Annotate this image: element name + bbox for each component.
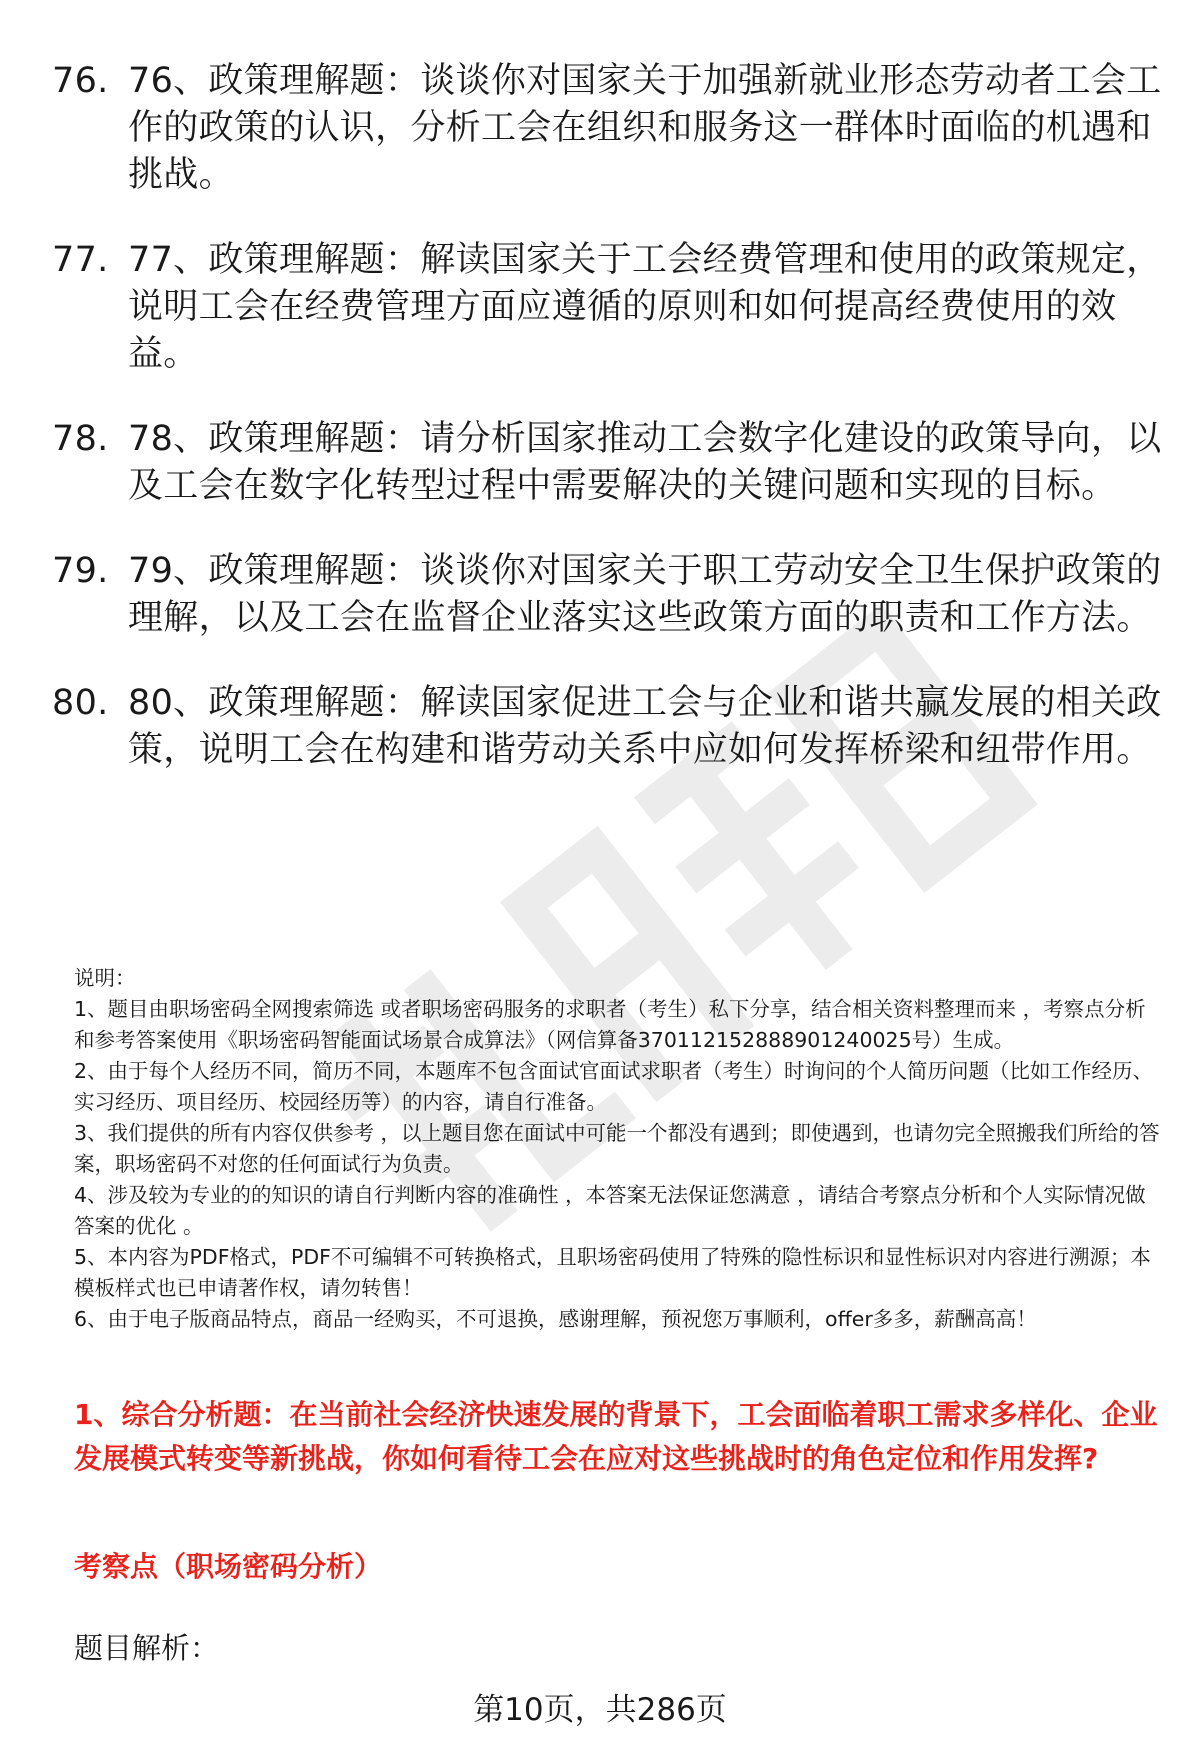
notes-title: 说明： <box>74 966 136 990</box>
question-number: 76. <box>52 61 109 101</box>
kaochadian-heading: 考察点（职场密码分析） <box>74 1550 383 1583</box>
question-number: 80. <box>52 683 109 723</box>
question-item <box>52 416 1162 510</box>
question-item <box>52 548 1162 642</box>
question-item <box>52 237 1162 378</box>
question-number: 77. <box>52 240 109 280</box>
notes-section <box>74 963 1164 1335</box>
question-item <box>52 58 1162 199</box>
question-item <box>52 680 1162 774</box>
note-item: 3、我们提供的所有内容仅供参考 ，以上题目您在面试中可能一个都没有遇到；即使遇到，也请勿完全照搬我们所给的答案，职场密码不对您的任何面试行为负责。 <box>74 1121 1160 1176</box>
analysis-label: 题目解析： <box>74 1631 220 1665</box>
note-item: 6、由于电子版商品特点，商品一经购买，不可退换，感谢理解，预祝您万事顺利，offer多多，薪酬高高！ <box>74 1307 1037 1331</box>
question-number: 78. <box>52 419 109 459</box>
question-text: 77、政策理解题：解读国家关于工会经费管理和使用的政策规定，说明工会在经费管理方面应遵循的原则和如何提高经费使用的效益。 <box>128 240 1162 374</box>
note-item: 4、涉及较为专业的的知识的请自行判断内容的准确性 ，本答案无法保证您满意 ，请结合考察点分析和个人实际情况做答案的优化 。 <box>74 1183 1146 1238</box>
note-item: 1、题目由职场密码全网搜索筛选 或者职场密码服务的求职者（考生）私下分享，结合相关资料整理而来 ，考察点分析和参考答案使用《职场密码智能面试场景合成算法》（网信算备370112152888901240025号）生成。 <box>74 997 1146 1052</box>
question-text: 76、政策理解题：谈谈你对国家关于加强新就业形态劳动者工会工作的政策的认识，分析工会在组织和服务这一群体时面临的机遇和挑战。 <box>128 61 1162 195</box>
question-number: 79. <box>52 551 109 591</box>
featured-question-heading: 1、综合分析题：在当前社会经济快速发展的背景下，工会面临着职工需求多样化、企业发展模式转变等新挑战，你如何看待工会在应对这些挑战时的角色定位和作用发挥? <box>74 1398 1158 1475</box>
note-item: 2、由于每个人经历不同，简历不同，本题库不包含面试官面试求职者（考生）时询问的个人简历问题（比如工作经历、实习经历、项目经历、校园经历等）的内容，请自行准备。 <box>74 1059 1154 1114</box>
question-list <box>52 58 1162 812</box>
question-text: 80、政策理解题：解读国家促进工会与企业和谐共赢发展的相关政策，说明工会在构建和谐劳动关系中应如何发挥桥梁和纽带作用。 <box>128 683 1162 770</box>
question-text: 79、政策理解题：谈谈你对国家关于职工劳动安全卫生保护政策的理解，以及工会在监督企业落实这些政策方面的职责和工作方法。 <box>128 551 1162 638</box>
question-text: 78、政策理解题：请分析国家推动工会数字化建设的政策导向，以及工会在数字化转型过程中需要解决的关键问题和实现的目标。 <box>128 419 1162 506</box>
page-number: 第10页，共286页 <box>473 1692 727 1728</box>
page-footer <box>0 1688 1200 1732</box>
note-item: 5、本内容为PDF格式，PDF不可编辑不可转换格式，且职场密码使用了特殊的隐性标识和显性标识对内容进行溯源；本模板样式也已申请著作权，请勿转售！ <box>74 1245 1151 1300</box>
